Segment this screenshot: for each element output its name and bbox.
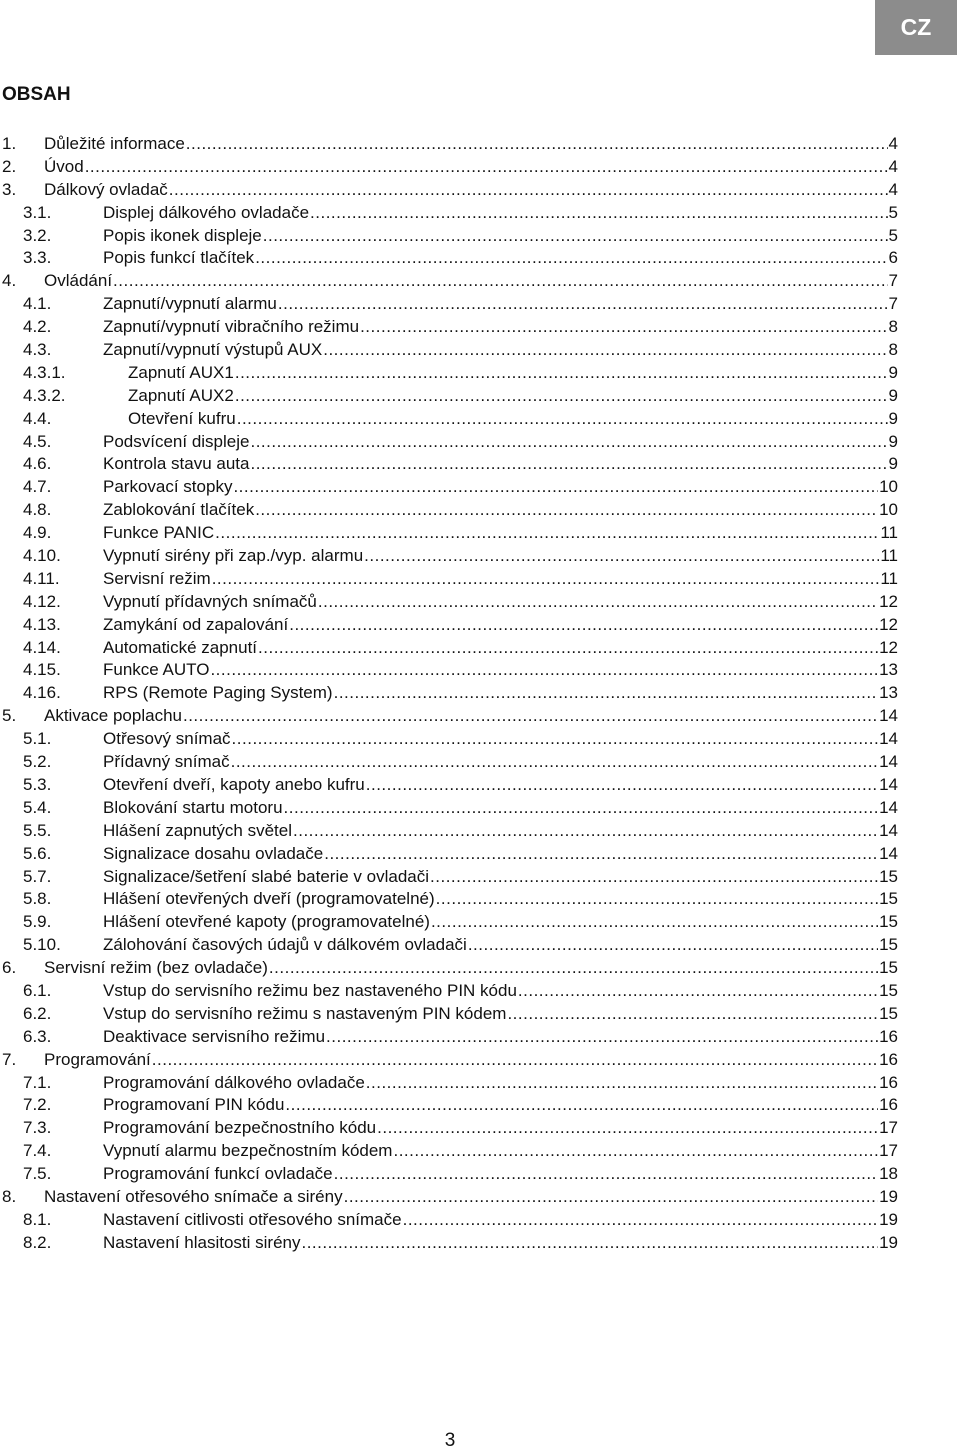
- toc-entry-title: Programování dálkového ovladače: [103, 1072, 365, 1092]
- dot-leader: [468, 934, 878, 957]
- toc-entry-number: 7.5.: [23, 1164, 52, 1184]
- toc-entry-body: [103, 614, 898, 637]
- toc-entry[interactable]: [0, 247, 900, 270]
- toc-entry-page: 16: [879, 1072, 898, 1092]
- toc-entry-title: Úvod: [44, 156, 84, 176]
- toc-entry-body: [103, 659, 898, 682]
- toc-entry-number: 5.3.: [23, 774, 52, 794]
- toc-entry-title: RPS (Remote Paging System): [103, 683, 333, 703]
- toc-entry[interactable]: [0, 522, 900, 545]
- dot-leader: [318, 591, 878, 614]
- toc-entry-title: Automatické zapnutí: [103, 637, 258, 657]
- toc-entry-body: [103, 751, 898, 774]
- toc-entry-page: 10: [879, 477, 898, 497]
- toc-entry-title: Otevření dveří, kapoty anebo kufru: [103, 774, 365, 794]
- toc-entry-page: 15: [879, 1003, 898, 1023]
- toc-entry-number: 6.2.: [23, 1003, 52, 1023]
- toc-entry-page: 17: [879, 1118, 898, 1138]
- dot-leader: [85, 156, 888, 179]
- toc-entry[interactable]: [0, 705, 900, 728]
- toc-entry-title: Zapnutí AUX2: [128, 385, 234, 405]
- dot-leader: [235, 385, 888, 408]
- toc-entry-body: [103, 1163, 898, 1186]
- toc-entry-number: 5.: [2, 706, 17, 726]
- toc-entry-number: 5.10.: [23, 935, 61, 955]
- toc-entry-number: 5.1.: [23, 729, 52, 749]
- toc-entry-body: [103, 1232, 898, 1255]
- toc-entry-title: Servisní režim: [103, 568, 211, 588]
- toc-entry-title: Zálohování časových údajů v dálkovém ovladači: [103, 935, 467, 955]
- dot-leader: [250, 453, 887, 476]
- toc-entry-title: Displej dálkového ovladače: [103, 202, 310, 222]
- dot-leader: [258, 637, 878, 660]
- toc-entry[interactable]: [0, 682, 900, 705]
- toc-entry-body: [103, 568, 898, 591]
- toc-entry-body: [128, 362, 898, 385]
- toc-entry-number: 8.2.: [23, 1232, 52, 1252]
- toc-entry-number: 8.1.: [23, 1209, 52, 1229]
- dot-leader: [237, 408, 888, 431]
- toc-entry-body: [103, 499, 898, 522]
- toc-entry[interactable]: [0, 1209, 900, 1232]
- table-of-contents: [0, 133, 900, 1255]
- toc-entry[interactable]: [0, 1117, 900, 1140]
- toc-entry-title: Otřesový snímač: [103, 729, 231, 749]
- toc-entry[interactable]: [0, 934, 900, 957]
- toc-entry-title: Zapnutí/vypnutí vibračního režimu: [103, 317, 360, 337]
- dot-leader: [310, 202, 888, 225]
- dot-leader: [250, 431, 887, 454]
- toc-entry-title: Programování funkcí ovladače: [103, 1164, 333, 1184]
- toc-entry-title: Podsvícení displeje: [103, 431, 250, 451]
- toc-entry-body: [128, 385, 898, 408]
- toc-entry-body: [103, 293, 898, 316]
- toc-entry-body: [103, 637, 898, 660]
- toc-entry-number: 5.2.: [23, 752, 52, 772]
- dot-leader: [366, 774, 878, 797]
- dot-leader: [113, 270, 887, 293]
- toc-entry-title: Vypnutí sirény při zap./vyp. alarmu: [103, 546, 364, 566]
- toc-entry-body: [44, 156, 898, 179]
- toc-entry-body: [103, 934, 898, 957]
- toc-entry-page: 9: [888, 431, 898, 451]
- toc-entry-body: [103, 843, 898, 866]
- toc-entry-body: [103, 202, 898, 225]
- toc-entry-body: [103, 1117, 898, 1140]
- toc-entry-number: 1.: [2, 134, 17, 153]
- toc-entry-title: Signalizace dosahu ovladače: [103, 843, 324, 863]
- dot-leader: [364, 545, 879, 568]
- toc-entry-body: [103, 911, 898, 934]
- toc-entry-number: 5.5.: [23, 820, 52, 840]
- toc-entry-body: [103, 476, 898, 499]
- dot-leader: [285, 1094, 878, 1117]
- toc-entry-title: Hlášení otevřených dveří (programovatelné): [103, 889, 435, 909]
- toc-entry-body: [103, 820, 898, 843]
- dot-leader: [255, 247, 887, 270]
- toc-entry-page: 14: [879, 797, 898, 817]
- dot-leader: [431, 911, 878, 934]
- toc-entry-page: 8: [888, 317, 898, 337]
- dot-leader: [366, 1072, 878, 1095]
- toc-entry[interactable]: [0, 774, 900, 797]
- toc-entry[interactable]: [0, 614, 900, 637]
- dot-leader: [360, 316, 887, 339]
- toc-entry-page: 12: [879, 614, 898, 634]
- toc-entry-body: [103, 728, 898, 751]
- dot-leader: [324, 843, 878, 866]
- language-badge: CZ: [875, 0, 957, 55]
- toc-entry-body: [44, 957, 898, 980]
- dot-leader: [323, 339, 887, 362]
- toc-entry-body: [103, 1026, 898, 1049]
- toc-entry-body: [103, 339, 898, 362]
- toc-entry-body: [103, 1072, 898, 1095]
- dot-leader: [278, 293, 888, 316]
- toc-entry[interactable]: [0, 591, 900, 614]
- toc-entry-body: [103, 247, 898, 270]
- toc-entry-number: 4.3.2.: [23, 385, 66, 405]
- toc-entry-page: 13: [879, 683, 898, 703]
- toc-entry-page: 15: [879, 912, 898, 932]
- toc-entry-title: Funkce PANIC: [103, 523, 215, 543]
- toc-entry[interactable]: [0, 911, 900, 934]
- toc-entry-title: Blokování startu motoru: [103, 797, 283, 817]
- toc-entry[interactable]: [0, 179, 900, 202]
- toc-entry-body: [103, 1003, 898, 1026]
- dot-leader: [284, 797, 879, 820]
- toc-entry[interactable]: [0, 316, 900, 339]
- toc-entry-title: Parkovací stopky: [103, 477, 233, 497]
- toc-entry[interactable]: [0, 293, 900, 316]
- dot-leader: [263, 225, 888, 248]
- toc-entry[interactable]: [0, 225, 900, 248]
- toc-entry[interactable]: [0, 156, 900, 179]
- toc-entry[interactable]: [0, 1094, 900, 1117]
- toc-entry-page: 5: [888, 225, 898, 245]
- toc-entry-title: Zapnutí/vypnutí alarmu: [103, 294, 277, 314]
- toc-entry[interactable]: [0, 545, 900, 568]
- toc-entry-page: 18: [879, 1164, 898, 1184]
- toc-entry[interactable]: [0, 843, 900, 866]
- toc-entry[interactable]: [0, 362, 900, 385]
- toc-entry-page: 14: [879, 820, 898, 840]
- toc-entry-body: [44, 133, 898, 156]
- toc-entry-number: 4.8.: [23, 500, 52, 520]
- dot-leader: [377, 1117, 878, 1140]
- dot-leader: [393, 1140, 878, 1163]
- toc-entry-body: [103, 1094, 898, 1117]
- toc-entry-title: Nastavení citlivosti otřesového snímače: [103, 1209, 402, 1229]
- dot-leader: [215, 522, 879, 545]
- toc-entry-body: [103, 682, 898, 705]
- dot-leader: [186, 133, 888, 156]
- toc-entry-number: 6.: [2, 958, 17, 978]
- toc-entry-number: 5.6.: [23, 843, 52, 863]
- toc-entry-page: 13: [879, 660, 898, 680]
- toc-entry-page: 7: [888, 271, 898, 291]
- toc-entry-number: 7.1.: [23, 1072, 52, 1092]
- toc-entry-title: Popis funkcí tlačítek: [103, 248, 255, 268]
- dot-leader: [210, 659, 878, 682]
- toc-entry[interactable]: [0, 957, 900, 980]
- page-number: 3: [444, 1430, 456, 1451]
- toc-entry[interactable]: [0, 431, 900, 454]
- toc-entry-number: 4.: [2, 271, 17, 291]
- toc-entry[interactable]: [0, 1049, 900, 1072]
- toc-entry-page: 14: [879, 752, 898, 772]
- toc-entry-number: 7.2.: [23, 1095, 52, 1115]
- toc-entry-number: 4.1.: [23, 294, 52, 314]
- toc-entry-page: 6: [888, 248, 898, 268]
- toc-entry-title: Vypnutí alarmu bezpečnostním kódem: [103, 1141, 393, 1161]
- toc-entry-page: 19: [879, 1209, 898, 1229]
- toc-entry-number: 5.8.: [23, 889, 52, 909]
- toc-entry-title: Zablokování tlačítek: [103, 500, 255, 520]
- toc-entry[interactable]: [0, 453, 900, 476]
- toc-entry-number: 4.5.: [23, 431, 52, 451]
- toc-entry-title: Signalizace/šetření slabé baterie v ovladači: [103, 866, 430, 886]
- toc-entry-page: 12: [879, 591, 898, 611]
- toc-entry-body: [103, 591, 898, 614]
- toc-entry[interactable]: [0, 1003, 900, 1026]
- toc-entry-page: 17: [879, 1141, 898, 1161]
- toc-entry-title: Aktivace poplachu: [44, 706, 182, 726]
- toc-entry-body: [103, 431, 898, 454]
- toc-entry-page: 11: [880, 568, 898, 588]
- toc-entry-title: Vstup do servisního režimu s nastaveným PIN kódem: [103, 1003, 507, 1023]
- toc-entry[interactable]: [0, 659, 900, 682]
- dot-leader: [403, 1209, 878, 1232]
- toc-entry-page: 16: [879, 1049, 898, 1069]
- toc-entry[interactable]: [0, 408, 900, 431]
- toc-entry[interactable]: [0, 820, 900, 843]
- dot-leader: [212, 568, 880, 591]
- toc-entry-body: [44, 705, 898, 728]
- toc-entry-page: 9: [888, 408, 898, 428]
- toc-entry-page: 4: [888, 156, 898, 176]
- toc-entry-body: [44, 179, 898, 202]
- toc-entry-number: 4.11.: [23, 568, 60, 588]
- toc-entry-title: Otevření kufru: [128, 408, 236, 428]
- dot-leader: [255, 499, 878, 522]
- dot-leader: [344, 1186, 878, 1209]
- toc-entry-body: [103, 980, 898, 1003]
- dot-leader: [269, 957, 878, 980]
- toc-entry-number: 4.15.: [23, 660, 61, 680]
- toc-entry[interactable]: [0, 1163, 900, 1186]
- toc-entry-title: Vstup do servisního režimu bez nastaveného PIN kódu: [103, 980, 517, 1000]
- toc-entry[interactable]: [0, 202, 900, 225]
- dot-leader: [232, 728, 879, 751]
- toc-entry-title: Programování: [44, 1049, 151, 1069]
- toc-entry-page: 12: [879, 637, 898, 657]
- toc-entry-title: Zapnutí AUX1: [128, 362, 234, 382]
- toc-entry-page: 9: [888, 454, 898, 474]
- toc-entry-title: Dálkový ovladač: [44, 179, 168, 199]
- toc-entry-page: 15: [879, 958, 898, 978]
- toc-entry-number: 4.13.: [23, 614, 61, 634]
- dot-leader: [169, 179, 888, 202]
- toc-entry-page: 14: [879, 774, 898, 794]
- toc-entry-page: 15: [879, 889, 898, 909]
- toc-entry-page: 9: [888, 385, 898, 405]
- toc-entry-body: [103, 774, 898, 797]
- dot-leader: [183, 705, 878, 728]
- toc-entry-page: 19: [879, 1232, 898, 1252]
- toc-entry-body: [103, 1209, 898, 1232]
- toc-entry-number: 5.7.: [23, 866, 52, 886]
- toc-entry-page: 19: [879, 1186, 898, 1206]
- toc-entry-page: 16: [879, 1026, 898, 1046]
- toc-entry-page: 9: [888, 362, 898, 382]
- toc-entry-body: [44, 270, 898, 293]
- dot-leader: [334, 682, 878, 705]
- toc-entry-title: Programování bezpečnostního kódu: [103, 1118, 377, 1138]
- toc-entry-number: 4.14.: [23, 637, 61, 657]
- dot-leader: [233, 476, 878, 499]
- toc-entry[interactable]: [0, 797, 900, 820]
- toc-entry-body: [103, 453, 898, 476]
- toc-entry-title: Deaktivace servisního režimu: [103, 1026, 326, 1046]
- dot-leader: [289, 614, 878, 637]
- toc-entry[interactable]: [0, 270, 900, 293]
- toc-entry-number: 4.12.: [23, 591, 61, 611]
- dot-leader: [231, 751, 878, 774]
- toc-entry-page: 7: [888, 294, 898, 314]
- toc-entry-title: Důležité informace: [44, 134, 185, 153]
- toc-entry[interactable]: [0, 751, 900, 774]
- toc-entry-title: Ovládání: [44, 271, 113, 291]
- toc-entry-title: Vypnutí přídavných snímačů: [103, 591, 317, 611]
- toc-entry-page: 14: [879, 843, 898, 863]
- toc-entry-body: [103, 1140, 898, 1163]
- toc-entry-number: 5.4.: [23, 797, 52, 817]
- toc-entry-page: 14: [879, 706, 898, 726]
- toc-entry-number: 4.9.: [23, 523, 52, 543]
- toc-entry-body: [103, 797, 898, 820]
- toc-entry-number: 7.: [2, 1049, 17, 1069]
- toc-entry-number: 5.9.: [23, 912, 52, 932]
- toc-entry-number: 7.3.: [23, 1118, 52, 1138]
- toc-entry[interactable]: [0, 888, 900, 911]
- toc-entry-page: 4: [888, 179, 898, 199]
- toc-entry-body: [44, 1186, 898, 1209]
- toc-entry-title: Kontrola stavu auta: [103, 454, 250, 474]
- toc-heading: OBSAH: [2, 84, 71, 105]
- toc-entry-number: 4.7.: [23, 477, 52, 497]
- toc-entry[interactable]: [0, 866, 900, 889]
- toc-entry[interactable]: [0, 1232, 900, 1255]
- toc-entry[interactable]: [0, 339, 900, 362]
- toc-entry-page: 15: [879, 980, 898, 1000]
- toc-entry[interactable]: [0, 980, 900, 1003]
- toc-entry[interactable]: [0, 1186, 900, 1209]
- toc-entry-number: 4.2.: [23, 317, 52, 337]
- toc-entry-number: 3.2.: [23, 225, 52, 245]
- toc-entry-number: 4.3.: [23, 340, 52, 360]
- toc-entry-page: 10: [879, 500, 898, 520]
- toc-entry-number: 4.3.1.: [23, 362, 66, 382]
- dot-leader: [293, 820, 878, 843]
- toc-entry[interactable]: [0, 133, 900, 156]
- toc-entry[interactable]: [0, 728, 900, 751]
- toc-entry-number: 2.: [2, 156, 17, 176]
- toc-entry-body: [103, 545, 898, 568]
- toc-entry-number: 4.4.: [23, 408, 52, 428]
- dot-leader: [518, 980, 878, 1003]
- toc-entry-body: [103, 866, 898, 889]
- toc-entry-title: Nastavení otřesového snímače a sirény: [44, 1186, 343, 1206]
- toc-entry-title: Zapnutí/vypnutí výstupů AUX: [103, 340, 323, 360]
- dot-leader: [152, 1049, 878, 1072]
- toc-entry[interactable]: [0, 499, 900, 522]
- toc-entry-page: 15: [879, 935, 898, 955]
- dot-leader: [507, 1003, 878, 1026]
- toc-entry-title: Přídavný snímač: [103, 752, 230, 772]
- toc-entry[interactable]: [0, 637, 900, 660]
- toc-entry-title: Servisní režim (bez ovladače): [44, 958, 268, 978]
- toc-entry-number: 6.3.: [23, 1026, 52, 1046]
- toc-entry-page: 14: [879, 729, 898, 749]
- dot-leader: [301, 1232, 878, 1255]
- toc-entry[interactable]: [0, 476, 900, 499]
- dot-leader: [326, 1026, 878, 1049]
- dot-leader: [430, 866, 878, 889]
- toc-entry-page: 4: [888, 134, 898, 153]
- toc-entry-body: [103, 316, 898, 339]
- toc-entry-title: Nastavení hlasitosti sirény: [103, 1232, 301, 1252]
- toc-entry-title: Programovaní PIN kódu: [103, 1095, 285, 1115]
- toc-entry[interactable]: [0, 1026, 900, 1049]
- toc-entry[interactable]: [0, 385, 900, 408]
- toc-entry-number: 4.16.: [23, 683, 61, 703]
- toc-entry-number: 8.: [2, 1186, 17, 1206]
- toc-entry-number: 3.: [2, 179, 17, 199]
- toc-entry-number: 6.1.: [23, 980, 52, 1000]
- toc-entry-title: Popis ikonek displeje: [103, 225, 262, 245]
- toc-entry[interactable]: [0, 1072, 900, 1095]
- toc-entry[interactable]: [0, 568, 900, 591]
- toc-entry-page: 8: [888, 340, 898, 360]
- toc-entry-number: 3.1.: [23, 202, 52, 222]
- toc-entry-title: Hlášení zapnutých světel: [103, 820, 292, 840]
- toc-entry-number: 7.4.: [23, 1141, 52, 1161]
- dot-leader: [436, 888, 878, 911]
- toc-entry-title: Funkce AUTO: [103, 660, 210, 680]
- toc-entry-title: Hlášení otevřené kapoty (programovatelné): [103, 912, 430, 932]
- toc-entry-number: 3.3.: [23, 248, 52, 268]
- toc-entry-page: 11: [880, 523, 898, 543]
- toc-entry-body: [103, 225, 898, 248]
- dot-leader: [235, 362, 888, 385]
- toc-entry-page: 5: [888, 202, 898, 222]
- dot-leader: [334, 1163, 878, 1186]
- toc-entry-body: [103, 888, 898, 911]
- toc-entry-page: 11: [880, 546, 898, 566]
- toc-entry-number: 4.6.: [23, 454, 52, 474]
- toc-entry-body: [128, 408, 898, 431]
- toc-entry-page: 15: [879, 866, 898, 886]
- toc-entry-page: 16: [879, 1095, 898, 1115]
- toc-entry[interactable]: [0, 1140, 900, 1163]
- toc-entry-body: [44, 1049, 898, 1072]
- toc-entry-body: [103, 522, 898, 545]
- toc-entry-number: 4.10.: [23, 546, 61, 566]
- toc-entry-title: Zamykání od zapalování: [103, 614, 289, 634]
